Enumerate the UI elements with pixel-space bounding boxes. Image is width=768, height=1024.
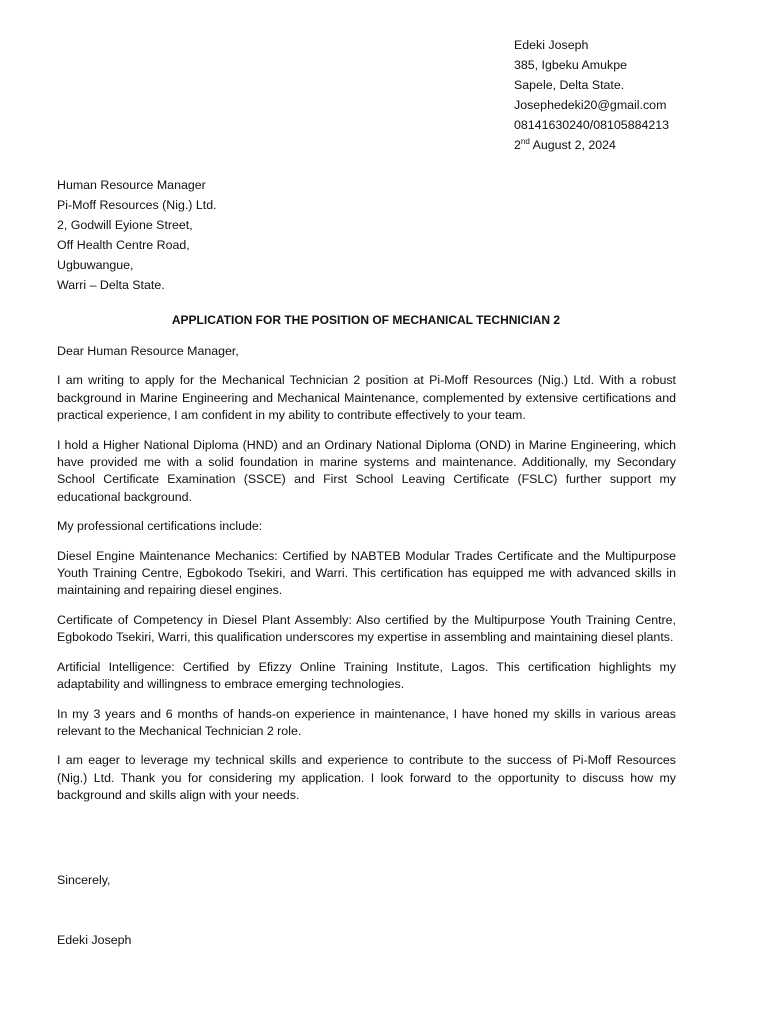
date-day: 2 bbox=[514, 138, 521, 152]
sender-address-block bbox=[514, 35, 669, 155]
sender-phone: 08141630240/08105884213 bbox=[514, 118, 670, 132]
recipient-road: Off Health Centre Road, bbox=[57, 238, 190, 252]
body-paragraph: Artificial Intelligence: Certified by Efizzy Online Training Institute, Lagos. This certification highlights my adaptability and willingness to embrace emerging technologies. bbox=[57, 659, 676, 692]
body-paragraph: I hold a Higher National Diploma (HND) and an Ordinary National Diploma (OND) in Marine Engineering, which have provided me with a solid foundation in marine systems and maintenance. Additionally, my Secondary School Certificate Examination (SSCE) and First School Leaving Certificate (FSLC) further support my educational background. bbox=[57, 437, 676, 504]
recipient-area: Ugbuwangue, bbox=[57, 258, 134, 272]
letter-subject: APPLICATION FOR THE POSITION OF MECHANICAL TECHNICIAN 2 bbox=[171, 313, 561, 327]
recipient-street: 2, Godwill Eyione Street, bbox=[57, 218, 193, 232]
sender-address-line1: 385, Igbeku Amukpe bbox=[514, 58, 627, 72]
recipient-title: Human Resource Manager bbox=[57, 178, 206, 192]
recipient-address-block bbox=[57, 175, 217, 295]
closing: Sincerely, bbox=[57, 873, 111, 887]
body-paragraph: Certificate of Competency in Diesel Plant Assembly: Also certified by the Multipurpose Youth Training Centre, Egbokodo Tsekiri, Warri, this qualification underscores my expertise in assembling and maintaining diesel plants. bbox=[57, 612, 676, 645]
sender-email: Josephedeki20@gmail.com bbox=[514, 98, 667, 112]
date-rest: August 2, 2024 bbox=[529, 138, 616, 152]
body-paragraph: I am writing to apply for the Mechanical Technician 2 position at Pi-Moff Resources (Nig.) Ltd. With a robust background in Marine Engineering and Mechanical Maintenance, complemented by extensive certifications and practical experience, I am confident in my ability to contribute effectively to your team. bbox=[57, 373, 676, 423]
date-suffix: nd bbox=[520, 136, 530, 146]
body-paragraph: I am eager to leverage my technical skills and experience to contribute to the success of Pi-Moff Resources (Nig.) Ltd. Thank you for considering my application. I look forward to the opportunity to discuss how my background and skills align with your needs. bbox=[57, 753, 676, 803]
sender-address-line2: Sapele, Delta State. bbox=[514, 78, 625, 92]
signature-name: Edeki Joseph bbox=[57, 933, 132, 947]
sender-name: Edeki Joseph bbox=[514, 38, 589, 52]
recipient-city: Warri – Delta State. bbox=[57, 278, 165, 292]
body-paragraph: Diesel Engine Maintenance Mechanics: Certified by NABTEB Modular Trades Certificate and the Multipurpose Youth Training Centre, Egbokodo Tsekiri, and Warri. This certification has equipped me with advanced skills in maintaining and repairing diesel engines. bbox=[57, 548, 676, 598]
letter-body bbox=[57, 343, 676, 817]
letter-date bbox=[514, 135, 669, 155]
recipient-company: Pi-Moff Resources (Nig.) Ltd. bbox=[57, 198, 217, 212]
body-paragraph: In my 3 years and 6 months of hands-on experience in maintenance, I have honed my skills in various areas relevant to the Mechanical Technician 2 role. bbox=[57, 706, 676, 738]
body-paragraph: My professional certifications include: bbox=[57, 519, 263, 534]
salutation: Dear Human Resource Manager, bbox=[57, 344, 239, 358]
